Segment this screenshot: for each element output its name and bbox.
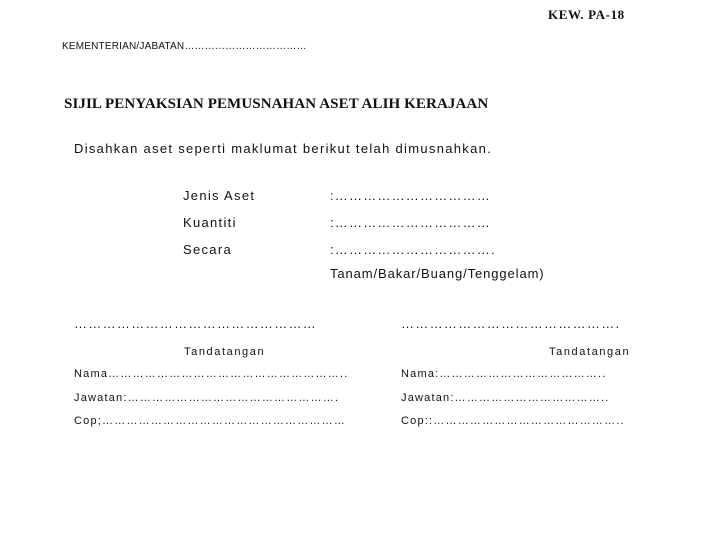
signature-line-right: ……………………………………….: [401, 316, 621, 331]
document-title: SIJIL PENYAKSIAN PEMUSNAHAN ASET ALIH KERAJAAN: [64, 96, 489, 112]
field-kuantiti-label: Kuantiti: [183, 215, 237, 230]
cop-left: Cop;……………………………………………………: [74, 415, 347, 427]
signature-caption-right: Tandatangan: [549, 346, 631, 358]
ministry-line: KEMENTERIAN/JABATAN………………………………: [62, 41, 307, 52]
nama-right: Nama:…………………………………..: [401, 368, 607, 380]
signature-caption-left: Tandatangan: [184, 346, 266, 358]
disposal-methods: Tanam/Bakar/Buang/Tenggelam): [330, 266, 545, 281]
jawatan-right: Jawatan:………………………………..: [401, 392, 610, 404]
field-jenis-aset-value: :……………………………: [330, 188, 492, 203]
field-secara-value: :…………………………….: [330, 242, 496, 257]
form-code: KEW. PA-18: [548, 7, 625, 22]
intro-text: Disahkan aset seperti maklumat berikut telah dimusnahkan.: [74, 141, 493, 156]
signature-line-left: ……………………………………………: [74, 316, 318, 331]
field-jenis-aset-label: Jenis Aset: [183, 188, 256, 203]
cop-right: Cop::………………………………………..: [401, 415, 625, 427]
field-kuantiti-value: :……………………………: [330, 215, 492, 230]
jawatan-left: Jawatan:…………………………………………….: [74, 392, 340, 404]
field-secara-label: Secara: [183, 242, 232, 257]
nama-left: Nama…………………………………………………..: [74, 368, 349, 380]
